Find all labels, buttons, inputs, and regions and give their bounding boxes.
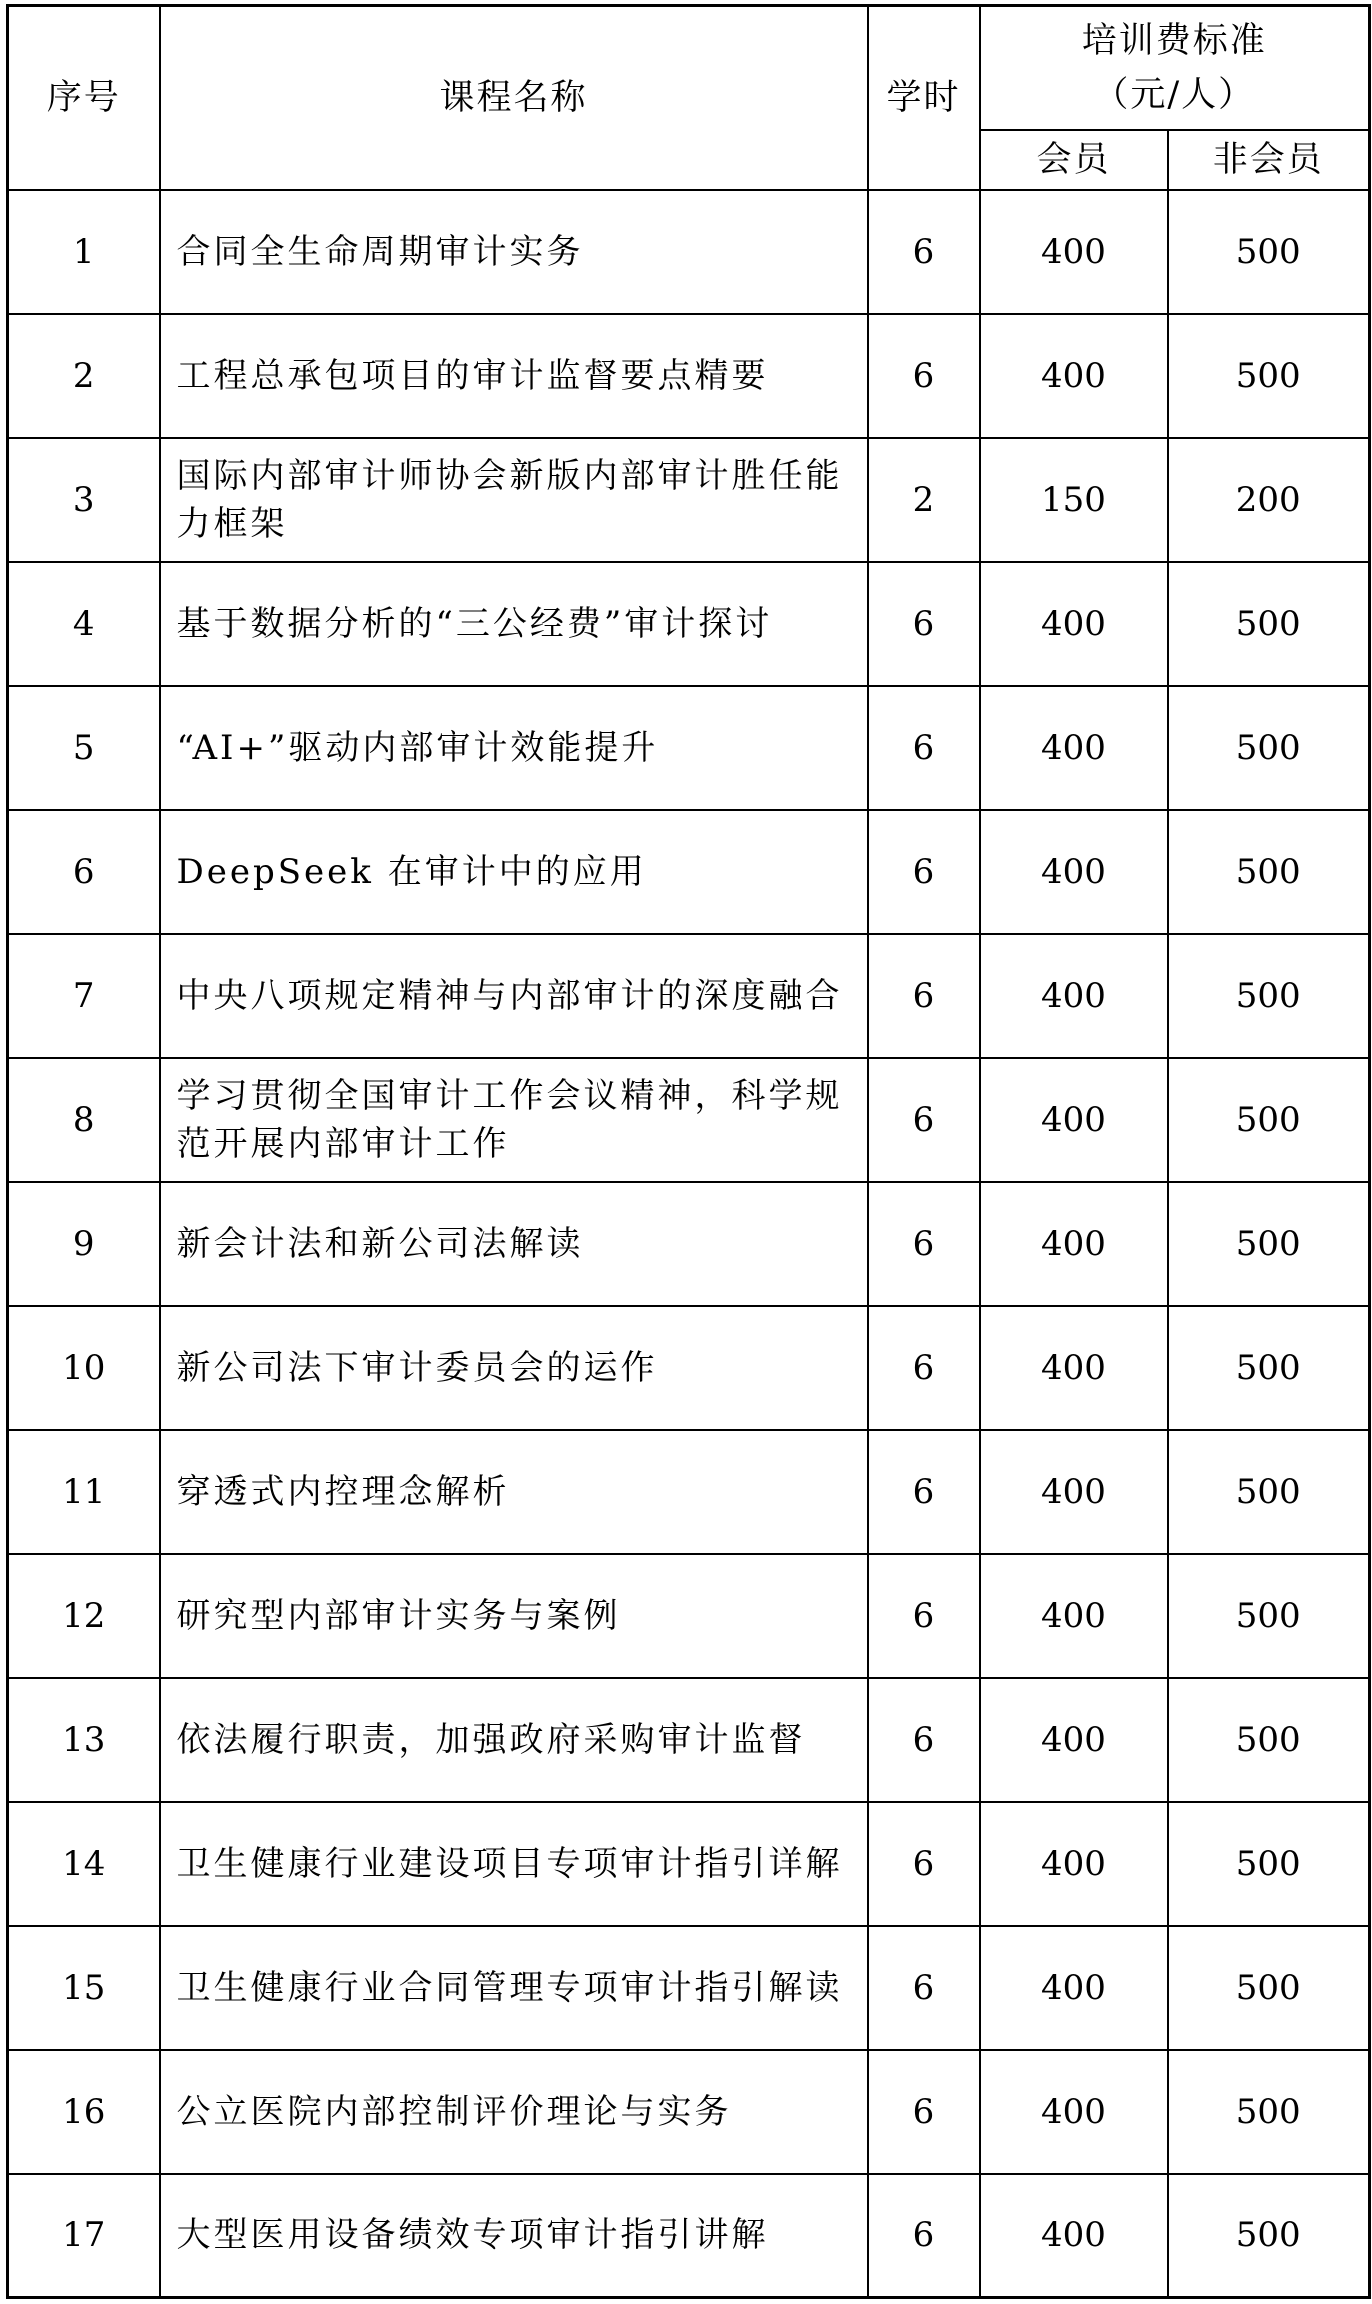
table-row	[8, 810, 1370, 934]
row-course-name: 卫生健康行业建设项目专项审计指引详解	[160, 1802, 868, 1926]
row-course-name: 大型医用设备绩效专项审计指引讲解	[160, 2174, 868, 2298]
table-row	[8, 562, 1370, 686]
table-row	[8, 934, 1370, 1058]
row-number: 12	[8, 1554, 160, 1678]
row-member-fee: 400	[980, 1926, 1168, 2050]
row-hours: 6	[868, 810, 980, 934]
row-hours: 6	[868, 934, 980, 1058]
row-hours: 6	[868, 1182, 980, 1306]
row-course-name: 新会计法和新公司法解读	[160, 1182, 868, 1306]
row-member-fee: 400	[980, 1182, 1168, 1306]
row-hours: 6	[868, 1926, 980, 2050]
table-row	[8, 2174, 1370, 2298]
header-non-member: 非会员	[1168, 130, 1370, 190]
row-member-fee: 400	[980, 190, 1168, 314]
row-hours: 6	[868, 2050, 980, 2174]
row-course-name: “AI+”驱动内部审计效能提升	[160, 686, 868, 810]
row-hours: 6	[868, 2174, 980, 2298]
row-number: 6	[8, 810, 160, 934]
row-member-fee: 400	[980, 2050, 1168, 2174]
row-non-member-fee: 500	[1168, 686, 1370, 810]
row-course-name: 基于数据分析的“三公经费”审计探讨	[160, 562, 868, 686]
table-row	[8, 1182, 1370, 1306]
table-row	[8, 1306, 1370, 1430]
row-number: 4	[8, 562, 160, 686]
table-row	[8, 190, 1370, 314]
header-course-name: 课程名称	[160, 6, 868, 190]
row-course-name: 新公司法下审计委员会的运作	[160, 1306, 868, 1430]
row-member-fee: 400	[980, 934, 1168, 1058]
row-hours: 2	[868, 438, 980, 562]
row-non-member-fee: 500	[1168, 934, 1370, 1058]
course-fee-document	[6, 4, 1370, 2302]
row-non-member-fee: 200	[1168, 438, 1370, 562]
table-row	[8, 1554, 1370, 1678]
row-member-fee: 400	[980, 1058, 1168, 1182]
header-number: 序号	[8, 6, 160, 190]
header-hours: 学时	[868, 6, 980, 190]
row-course-name: 合同全生命周期审计实务	[160, 190, 868, 314]
row-course-name: 工程总承包项目的审计监督要点精要	[160, 314, 868, 438]
row-number: 15	[8, 1926, 160, 2050]
row-member-fee: 400	[980, 810, 1168, 934]
table-row	[8, 438, 1370, 562]
row-number: 3	[8, 438, 160, 562]
row-course-name: 穿透式内控理念解析	[160, 1430, 868, 1554]
table-row	[8, 686, 1370, 810]
row-non-member-fee: 500	[1168, 1678, 1370, 1802]
row-number: 5	[8, 686, 160, 810]
row-member-fee: 400	[980, 2174, 1168, 2298]
row-hours: 6	[868, 562, 980, 686]
table-row	[8, 1430, 1370, 1554]
row-non-member-fee: 500	[1168, 2050, 1370, 2174]
row-non-member-fee: 500	[1168, 810, 1370, 934]
row-course-name: 中央八项规定精神与内部审计的深度融合	[160, 934, 868, 1058]
row-number: 13	[8, 1678, 160, 1802]
row-non-member-fee: 500	[1168, 562, 1370, 686]
fee-standard-unit: （元/人）	[1093, 74, 1256, 115]
table-row	[8, 1926, 1370, 2050]
row-hours: 6	[868, 314, 980, 438]
row-member-fee: 400	[980, 1554, 1168, 1678]
table-header-row	[8, 6, 1370, 130]
row-number: 2	[8, 314, 160, 438]
header-member: 会员	[980, 130, 1168, 190]
row-hours: 6	[868, 1430, 980, 1554]
row-non-member-fee: 500	[1168, 190, 1370, 314]
table-row	[8, 314, 1370, 438]
row-course-name: DeepSeek 在审计中的应用	[160, 810, 868, 934]
row-hours: 6	[868, 1058, 980, 1182]
table-body	[8, 190, 1370, 2298]
row-number: 7	[8, 934, 160, 1058]
course-fee-table	[6, 4, 1371, 2299]
row-hours: 6	[868, 1554, 980, 1678]
table-row	[8, 1058, 1370, 1182]
row-non-member-fee: 500	[1168, 2174, 1370, 2298]
row-course-name: 卫生健康行业合同管理专项审计指引解读	[160, 1926, 868, 2050]
row-number: 9	[8, 1182, 160, 1306]
row-non-member-fee: 500	[1168, 1182, 1370, 1306]
row-number: 1	[8, 190, 160, 314]
row-hours: 6	[868, 686, 980, 810]
header-fee-standard	[980, 6, 1370, 130]
row-hours: 6	[868, 190, 980, 314]
row-number: 10	[8, 1306, 160, 1430]
row-course-name: 依法履行职责，加强政府采购审计监督	[160, 1678, 868, 1802]
row-course-name: 公立医院内部控制评价理论与实务	[160, 2050, 868, 2174]
row-member-fee: 400	[980, 1430, 1168, 1554]
row-hours: 6	[868, 1306, 980, 1430]
row-course-name: 国际内部审计师协会新版内部审计胜任能力框架	[160, 438, 868, 562]
row-number: 17	[8, 2174, 160, 2298]
row-non-member-fee: 500	[1168, 1430, 1370, 1554]
table-row	[8, 1802, 1370, 1926]
row-member-fee: 400	[980, 562, 1168, 686]
row-course-name: 研究型内部审计实务与案例	[160, 1554, 868, 1678]
row-non-member-fee: 500	[1168, 1058, 1370, 1182]
row-member-fee: 400	[980, 686, 1168, 810]
row-member-fee: 400	[980, 1802, 1168, 1926]
table-row	[8, 2050, 1370, 2174]
row-hours: 6	[868, 1802, 980, 1926]
fee-standard-title: 培训费标准	[1081, 20, 1267, 61]
row-course-name: 学习贯彻全国审计工作会议精神，科学规范开展内部审计工作	[160, 1058, 868, 1182]
row-hours: 6	[868, 1678, 980, 1802]
table-row	[8, 1678, 1370, 1802]
row-non-member-fee: 500	[1168, 1554, 1370, 1678]
row-number: 8	[8, 1058, 160, 1182]
row-member-fee: 150	[980, 438, 1168, 562]
row-member-fee: 400	[980, 1678, 1168, 1802]
row-non-member-fee: 500	[1168, 314, 1370, 438]
row-number: 14	[8, 1802, 160, 1926]
row-non-member-fee: 500	[1168, 1926, 1370, 2050]
row-number: 16	[8, 2050, 160, 2174]
row-non-member-fee: 500	[1168, 1306, 1370, 1430]
row-non-member-fee: 500	[1168, 1802, 1370, 1926]
row-member-fee: 400	[980, 1306, 1168, 1430]
row-number: 11	[8, 1430, 160, 1554]
row-member-fee: 400	[980, 314, 1168, 438]
